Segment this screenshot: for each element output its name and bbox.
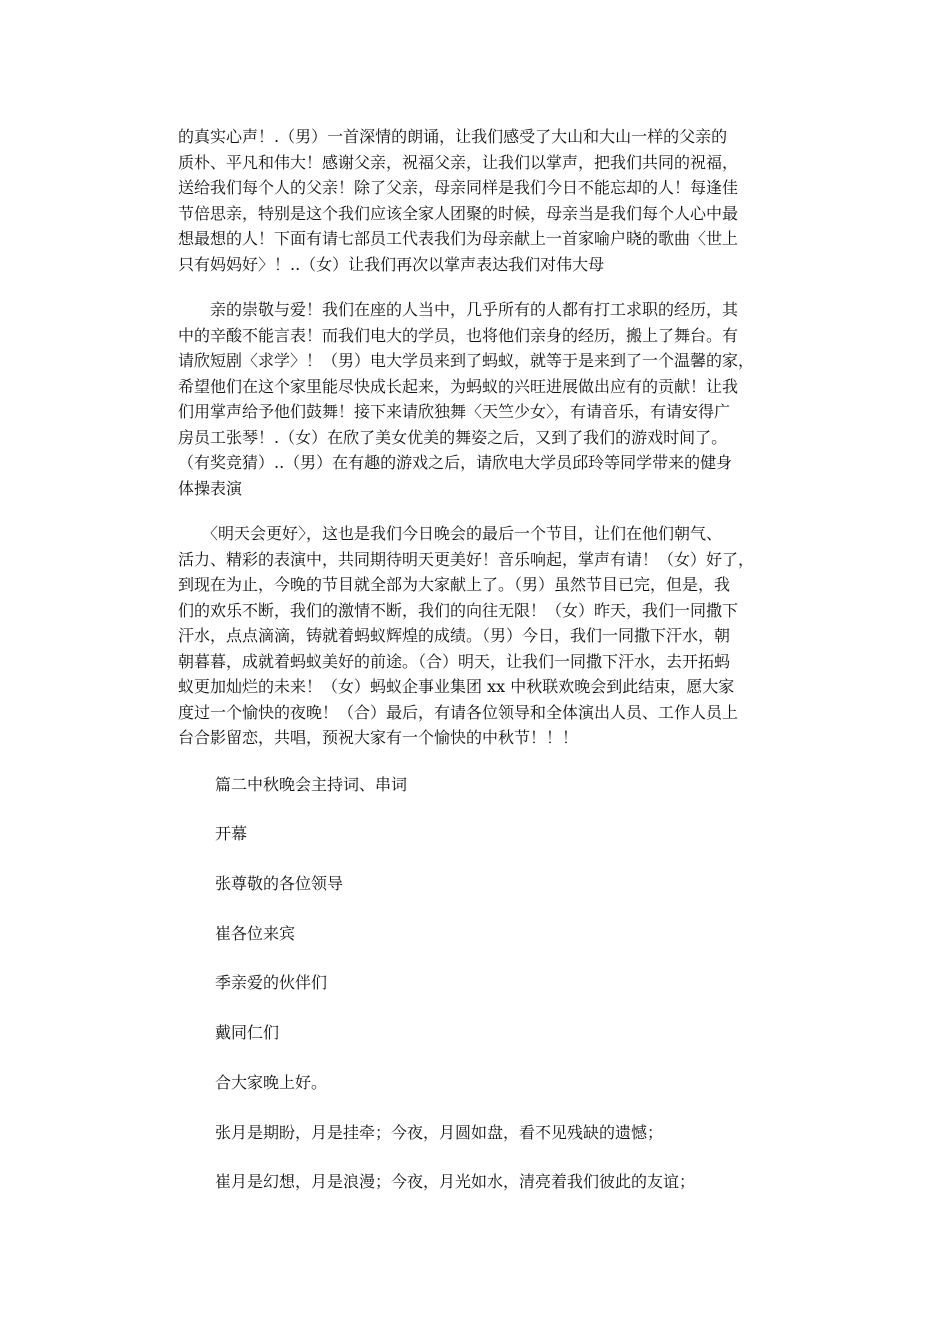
text-line: 送给我们每个人的父亲！除了父亲，母亲同样是我们今日不能忘却的人！每逢佳: [178, 178, 739, 197]
text-line: 中的辛酸不能言表！而我们电大的学员，也将他们亲身的经历，搬上了舞台。有: [178, 325, 739, 345]
paragraph-1: [178, 124, 778, 277]
text-line: 汗水，点点滴滴，铸就着蚂蚁辉煌的成绩。（男）今日，我们一同撒下汗水，朝: [178, 626, 731, 645]
text-line: 想最想的人！下面有请七部员工代表我们为母亲献上一首家喻户晓的歌曲〈世上: [178, 229, 739, 248]
short-line: 张月是期盼，月是挂牵；今夜，月圆如盘，看不见残缺的遗憾；: [215, 1123, 664, 1142]
short-line: 张尊敬的各位领导: [215, 874, 344, 893]
text-line: 活力、精彩的表演中，共同期待明天更美好！音乐响起，掌声有请！（女）好了，: [178, 549, 755, 569]
text-line: 希望他们在这个家里能尽快成长起来，为蚂蚁的兴旺进展做出应有的贡献！让我: [178, 376, 739, 396]
text-line: 们的欢乐不断，我们的激情不断，我们的向往无限！（女）昨天，我们一同撒下: [178, 600, 739, 620]
text-line: 质朴、平凡和伟大！感谢父亲，祝福父亲，让我们以掌声，把我们共同的祝福，: [178, 152, 739, 172]
text-line: 度过一个愉快的夜晚！（合）最后，有请各位领导和全体演出人员、工作人员上: [178, 702, 739, 722]
text-line: 蚁更加灿烂的未来！（女）蚂蚁企事业集团 xx 中秋联欢晚会到此结束，愿大家: [178, 677, 735, 696]
text-line: 体操表演: [178, 478, 243, 498]
short-line: 开幕: [215, 824, 248, 843]
paragraph-3: [178, 521, 778, 751]
short-line: 季亲爱的伙伴们: [215, 973, 328, 992]
short-line: 崔各位来宾: [215, 924, 296, 943]
text-line: 请欣短剧〈求学〉！（男）电大学员来到了蚂蚁，就等于是来到了一个温馨的家，: [178, 351, 755, 370]
text-line: 〈明天会更好〉，这也是我们今日晚会的最后一个节目，让们在他们朝气、: [178, 524, 723, 543]
text-line: 们用掌声给予他们鼓舞！接下来请欣独舞〈天竺少女〉，有请音乐，有请安得广: [178, 402, 731, 421]
text-line: 台合影留恋，共唱，预祝大家有一个愉快的中秋节！！！: [178, 728, 579, 747]
section-heading: 篇二中秋晚会主持词、串词: [215, 775, 408, 794]
text-line: 的真实心声！.（男）一首深情的朗诵，让我们感受了大山和大山一样的父亲的: [178, 127, 728, 146]
short-line: 合大家晚上好。: [215, 1073, 328, 1092]
text-line: 亲的崇敬与爱！我们在座的人当中，几乎所有的人都有打工求职的经历，其: [178, 300, 739, 319]
text-line: 只有妈妈好〉！..（女）让我们再次以掌声表达我们对伟大母: [178, 254, 605, 274]
paragraph-2: [178, 297, 778, 501]
text-line: （有奖竞猜）..（男）在有趣的游戏之后，请欣电大学员邱玲等同学带来的健身: [178, 453, 733, 472]
text-line: 房员工张琴！.（女）在欣了美女优美的舞姿之后，又到了我们的游戏时间了。: [178, 427, 728, 447]
short-line: 崔月是幻想，月是浪漫；今夜，月光如水，清亮着我们彼此的友谊；: [215, 1172, 696, 1191]
text-line: 朝暮暮，成就着蚂蚁美好的前途。（合）明天，让我们一同撒下汗水，去开拓蚂: [178, 651, 731, 671]
short-line: 戴同仁们: [215, 1023, 280, 1042]
text-line: 到现在为止，今晚的节目就全部为大家献上了。（男）虽然节目已完，但是，我: [178, 575, 731, 594]
text-line: 节倍思亲，特别是这个我们应该全家人团聚的时候，母亲当是我们每个人心中最: [178, 203, 739, 223]
